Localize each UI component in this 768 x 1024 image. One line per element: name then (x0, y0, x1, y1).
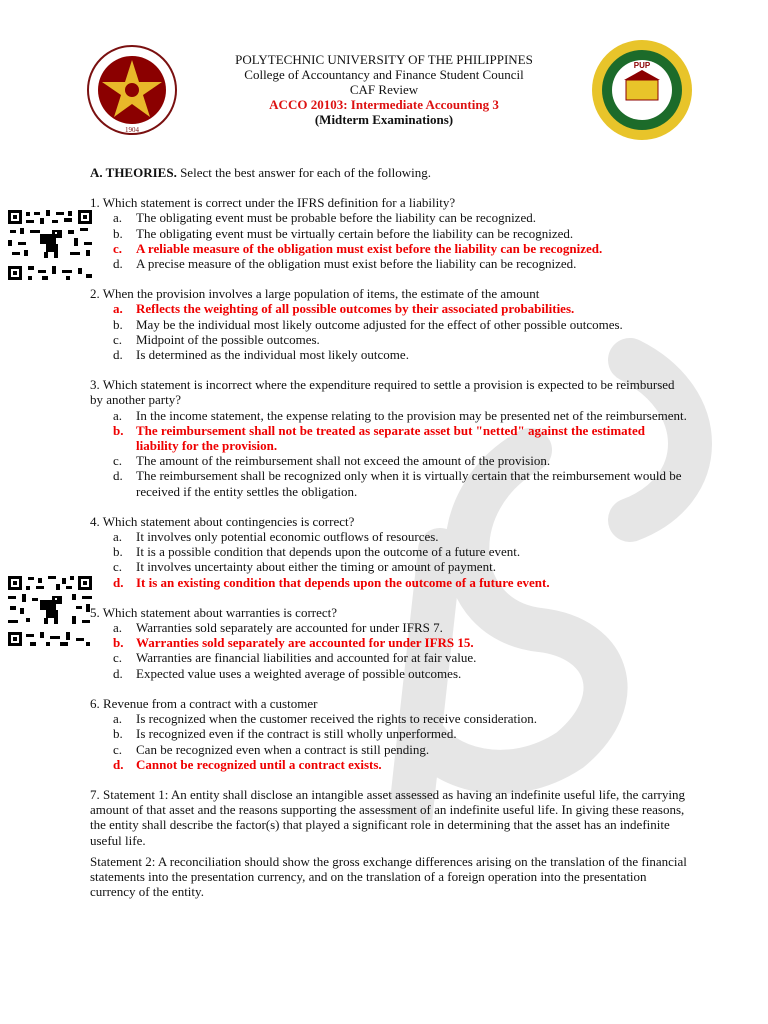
option-text: The obligating event must be virtually certain before the liability can be recognized. (136, 225, 574, 241)
course-title: ACCO 20103: Intermediate Accounting 3 (269, 97, 499, 112)
question-text: 4. Which statement about contingencies is correct? (90, 513, 355, 529)
option-letter: c. (113, 741, 123, 757)
option-letter: c. (113, 453, 123, 469)
answer-option (113, 317, 690, 332)
option-text: In the income statement, the expense relating to the provision may be presented net of the reimbursement. (136, 407, 687, 423)
option-text: Cannot be recognized until a contract exists. (136, 756, 382, 772)
section-title: A. THEORIES. (90, 165, 177, 180)
option-letter: d. (113, 574, 124, 590)
option-letter: b. (113, 635, 124, 651)
answer-option (113, 408, 690, 423)
qr-code (6, 208, 94, 282)
option-letter: c. (113, 240, 123, 256)
option-text: The amount of the reimbursement shall not exceed the amount of the provision. (136, 453, 551, 469)
question (90, 514, 690, 590)
option-letter: a. (113, 711, 123, 727)
answer-option-correct (113, 635, 690, 650)
answer-option (113, 650, 690, 665)
option-letter: d. (113, 468, 123, 484)
answer-option (113, 468, 690, 498)
option-text: Is recognized when the customer received the rights to receive consideration. (136, 711, 538, 727)
option-letter: c. (113, 559, 123, 575)
answer-option (113, 711, 690, 726)
question (90, 377, 690, 499)
answer-option (113, 544, 690, 559)
review-name: CAF Review (349, 82, 419, 97)
option-letter: d. (113, 256, 123, 272)
answer-option (113, 347, 690, 362)
option-text: It involves only potential economic outflows of resources. (136, 529, 439, 545)
question (90, 286, 690, 362)
option-text: May be the individual most likely outcome adjusted for the effect of other possible outcomes. (136, 316, 623, 332)
question-text: 1. Which statement is correct under the IFRS definition for a liability? (90, 195, 456, 211)
option-text: It involves uncertainty about either the timing or amount of payment. (136, 559, 496, 575)
option-letter: b. (113, 422, 124, 438)
answer-option (113, 559, 690, 574)
answer-option (113, 666, 690, 681)
q7-statement-1: 7. Statement 1: An entity shall disclose an intangible asset assessed as having an indefinite useful life, the carrying amount of that asset and the reasons supporting the assessment of an indefinite useful life. In giving these reasons, the entity shall describe the factor(s) that played a significant role in determining that the asset has an indefinite useful life. (90, 786, 685, 848)
questions-list (90, 195, 690, 772)
qr-code (6, 574, 94, 648)
options-list (90, 408, 690, 499)
section-instruction: Select the best answer for each of the following. (176, 165, 431, 180)
option-letter: b. (113, 544, 123, 560)
answer-option-correct (113, 757, 690, 772)
question-text: 2. When the provision involves a large population of items, the estimate of the amount (90, 286, 540, 302)
question-text: 6. Revenue from a contract with a customer (90, 695, 318, 711)
options-list (90, 210, 690, 271)
option-text: Can be recognized even when a contract is still pending. (136, 741, 430, 757)
seal-year: 1904 (125, 126, 139, 134)
question (90, 195, 690, 271)
answer-option-correct (113, 301, 690, 316)
question (90, 605, 690, 681)
option-text: The reimbursement shall not be treated as separate asset but "netted" against the estimated liability for the provision. (136, 422, 645, 454)
option-letter: a. (113, 407, 123, 423)
option-letter: a. (113, 620, 123, 636)
answer-option (113, 226, 690, 241)
option-letter: d. (113, 665, 123, 681)
option-text: Expected value uses a weighted average of possible outcomes. (136, 665, 462, 681)
section-heading (90, 165, 690, 180)
document-header (0, 52, 768, 127)
option-letter: a. (113, 301, 123, 317)
option-text: It is an existing condition that depends upon the outcome of a future event. (136, 574, 550, 590)
option-text: Reflects the weighting of all possible outcomes by their associated probabilities. (136, 301, 575, 317)
answer-option (113, 210, 690, 225)
answer-option (113, 256, 690, 271)
option-letter: d. (113, 347, 123, 363)
option-letter: a. (113, 529, 123, 545)
answer-option (113, 332, 690, 347)
answer-option (113, 453, 690, 468)
option-letter: a. (113, 210, 123, 226)
option-letter: d. (113, 756, 124, 772)
answer-option (113, 726, 690, 741)
university-name: POLYTECHNIC UNIVERSITY OF THE PHILIPPINES (235, 52, 533, 67)
options-list (90, 711, 690, 772)
option-letter: b. (113, 726, 123, 742)
answer-option-correct (113, 241, 690, 256)
question-text: 5. Which statement about warranties is correct? (90, 604, 338, 620)
option-letter: c. (113, 331, 123, 347)
option-text: Is determined as the individual most likely outcome. (136, 347, 409, 363)
exam-content (90, 165, 690, 905)
question-text: 3. Which statement is incorrect where the expenditure required to settle a provision is expected to be reimbursed by another party? (90, 377, 675, 408)
answer-option (113, 742, 690, 757)
option-text: Is recognized even if the contract is still wholly unperformed. (136, 726, 457, 742)
options-list (90, 301, 690, 362)
option-text: A reliable measure of the obligation must exist before the liability can be recognized. (136, 240, 603, 256)
answer-option-correct (113, 575, 690, 590)
option-text: It is a possible condition that depends upon the outcome of a future event. (136, 544, 521, 560)
options-list (90, 620, 690, 681)
option-letter: b. (113, 316, 123, 332)
answer-option (113, 620, 690, 635)
seal-abbr: PUP (633, 61, 651, 70)
college-name: College of Accountancy and Finance Student Council (244, 67, 524, 82)
q7-statement-2: Statement 2: A reconciliation should show the gross exchange differences arising on the translation of the financial statements into the presentation currency, and on the translation of a foreign operation into the presentation currency of the entity. (90, 853, 687, 900)
question (90, 696, 690, 772)
option-text: Midpoint of the possible outcomes. (136, 331, 320, 347)
options-list (90, 529, 690, 590)
option-text: Warranties are financial liabilities and accounted for at fair value. (136, 650, 477, 666)
option-text: The obligating event must be probable before the liability can be recognized. (136, 210, 536, 226)
exam-title: (Midterm Examinations) (314, 112, 454, 127)
option-text: A precise measure of the obligation must exist before the liability can be recognized. (136, 256, 577, 272)
option-text: The reimbursement shall be recognized only when it is virtually certain that the reimbursement would be received if the entity settles the obligation. (136, 468, 682, 499)
option-text: Warranties sold separately are accounted for under IFRS 7. (136, 620, 443, 636)
answer-option-correct (113, 423, 690, 453)
answer-option (113, 529, 690, 544)
option-text: Warranties sold separately are accounted for under IFRS 15. (136, 635, 474, 651)
option-letter: c. (113, 650, 123, 666)
option-letter: b. (113, 225, 123, 241)
